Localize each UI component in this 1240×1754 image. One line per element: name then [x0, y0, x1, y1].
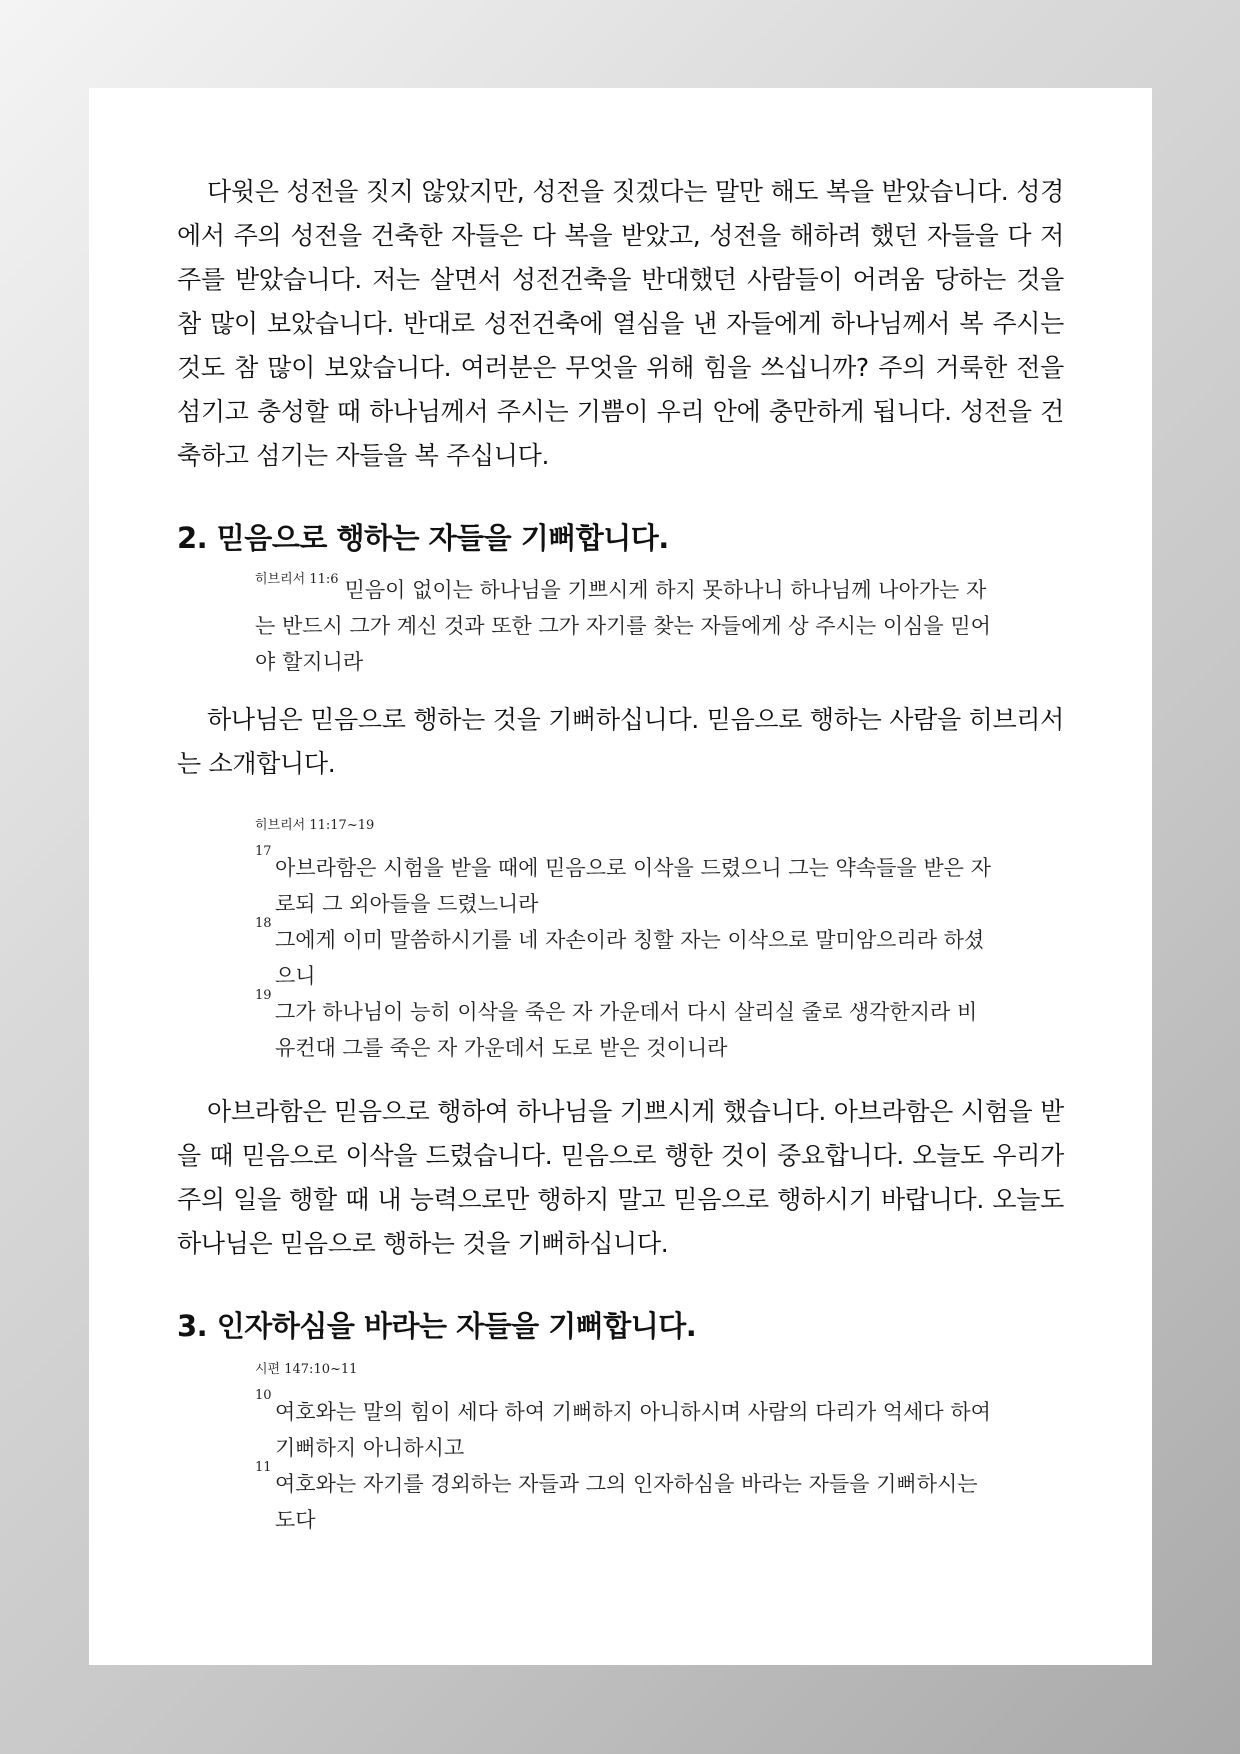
scripture-text: 믿음이 없이는 하나님을 기쁘시게 하지 못하나니 하나님께 나아가는 자는 반드시 그가 계신 것과 또한 그가 자기를 찾는 자들에게 상 주시는 이심을 믿어야 할지니라 — [255, 578, 991, 674]
scripture-reference: 시편 147:10~11 — [255, 1362, 358, 1377]
section-heading: 2. 믿음으로 행하는 자들을 기뻐합니다. — [177, 521, 669, 555]
scripture-reference: 히브리서 11:6 — [255, 572, 339, 587]
verse-number: 19 — [255, 988, 272, 1003]
scripture-quote — [255, 1388, 995, 1538]
body-paragraph: 아브라함은 믿음으로 행하여 하나님을 기쁘시게 했습니다. 아브라함은 시험을 받을 때 믿음으로 이삭을 드렸습니다. 믿음으로 행한 것이 중요합니다. 오늘도 우리가 주의 일을 행할 때 내 능력으로만 행하지 말고 믿음으로 행하시기 바랍니다. 오늘도 하나님은 믿음으로 행하는 것을 기뻐하십니다. — [177, 1097, 1064, 1258]
verse-text: 여호와는 자기를 경외하는 자들과 그의 인자하심을 바라는 자들을 기뻐하시는도다 — [275, 1472, 978, 1532]
verse-text: 그에게 이미 말씀하시기를 네 자손이라 칭할 자는 이삭으로 말미암으리라 하셨으니 — [275, 928, 985, 988]
verse-text: 아브라함은 시험을 받을 때에 믿음으로 이삭을 드렸으니 그는 약속들을 받은 자로되 그 외아들을 드렸느니라 — [275, 856, 991, 916]
verse-number: 17 — [255, 844, 272, 859]
verse — [255, 988, 995, 1066]
verse — [255, 916, 995, 994]
verse — [255, 1388, 995, 1466]
scripture-quote — [255, 844, 995, 1066]
body-paragraph: 다윗은 성전을 짓지 않았지만, 성전을 짓겠다는 말만 해도 복을 받았습니다. 성경에서 주의 성전을 건축한 자들은 다 복을 받았고, 성전을 해하려 했던 자들을 다 저주를 받았습니다. 저는 살면서 성전건축을 반대했던 사람들이 어려움 당하는 것을 참 많이 보았습니다. 반대로 성전건축에 열심을 낸 자들에게 하나님께서 복 주시는 것도 참 많이 보았습니다. 여러분은 무엇을 위해 힘을 쓰십니까? 주의 거룩한 전을 섬기고 충성할 때 하나님께서 주시는 기쁨이 우리 안에 충만하게 됩니다. 성전을 건축하고 섬기는 자들을 복 주십니다. — [177, 177, 1064, 470]
document-page — [89, 88, 1152, 1665]
verse-number: 10 — [255, 1388, 272, 1403]
scripture-quote — [255, 572, 995, 680]
section-heading: 3. 인자하심을 바라는 자들을 기뻐합니다. — [177, 1309, 697, 1343]
body-paragraph: 하나님은 믿음으로 행하는 것을 기뻐하십니다. 믿음으로 행하는 사람을 히브리서는 소개합니다. — [177, 705, 1064, 778]
verse — [255, 844, 995, 922]
verse-text: 그가 하나님이 능히 이삭을 죽은 자 가운데서 다시 살리실 줄로 생각한지라 비유컨대 그를 죽은 자 가운데서 도로 받은 것이니라 — [275, 1000, 978, 1060]
verse — [255, 1460, 995, 1538]
verse-text: 여호와는 말의 힘이 세다 하여 기뻐하지 아니하시며 사람의 다리가 억세다 하여 기뻐하지 아니하시고 — [275, 1400, 991, 1460]
scripture-reference: 히브리서 11:17~19 — [255, 818, 375, 833]
verse-number: 11 — [255, 1460, 272, 1475]
verse-number: 18 — [255, 916, 272, 931]
